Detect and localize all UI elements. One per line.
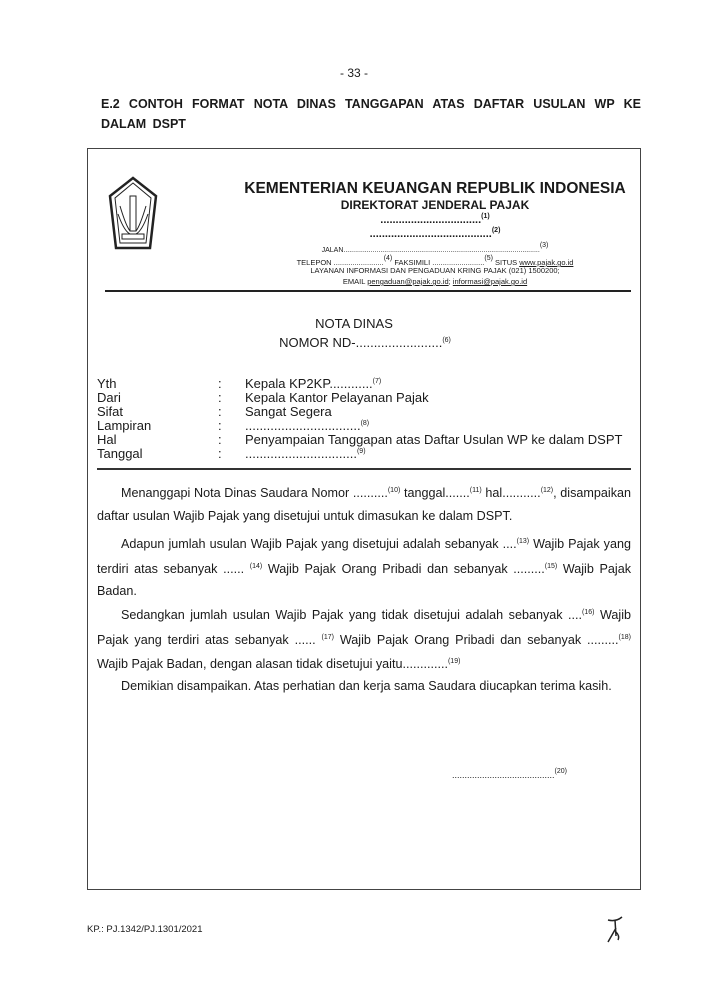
nota-number <box>0 335 708 350</box>
field-label: Tanggal <box>97 446 143 461</box>
colon: : <box>218 446 222 461</box>
ref: (2) <box>491 227 501 234</box>
paragraph-3 <box>97 602 631 676</box>
jalan: JALAN..................................................................................................... <box>321 247 540 254</box>
colon: : <box>218 404 222 419</box>
paragraph-2 <box>97 531 631 603</box>
text-span: Wajib Pajak Badan. <box>97 561 631 598</box>
ref: (4) <box>383 255 393 262</box>
text-span: (15) <box>544 562 558 570</box>
page-number: - 33 - <box>339 66 368 80</box>
directorate-name: DIREKTORAT JENDERAL PAJAK <box>340 198 530 212</box>
signature-dots: ......................................... <box>452 770 555 780</box>
header-divider <box>97 468 631 470</box>
text-span: Adapun jumlah usulan Wajib Pajak yang disetujui adalah sebanyak .... <box>121 537 517 551</box>
field-value: Penyampaian Tanggapan atas Daftar Usulan WP ke dalam DSPT <box>245 432 623 447</box>
text-span: Wajib Pajak Orang Pribadi dan sebanyak ......... <box>333 632 619 647</box>
ref: (1) <box>481 213 490 220</box>
field-value: Sangat Segera <box>245 404 332 419</box>
text-span: (19) <box>447 658 461 665</box>
email-line: EMAIL pengaduan@pajak.go.id; informasi@pajak.go.id <box>342 277 528 286</box>
website-link[interactable]: www.pajak.go.id <box>519 258 574 267</box>
text-span: , disampaikan daftar usulan Wajib Pajak yang disetujui untuk dimasukan ke dalam DSPT. <box>97 486 632 523</box>
colon: : <box>218 432 222 447</box>
text-span: Wajib Pajak yang terdiri atas sebanyak ...... <box>97 537 631 576</box>
ref: (5) <box>484 255 493 262</box>
text-span: Wajib Pajak Orang Pribadi dan sebanyak ......... <box>262 561 545 576</box>
text-span: (18) <box>618 633 631 641</box>
email-label: EMAIL <box>342 277 366 286</box>
field-value: ................................ <box>245 418 361 433</box>
colon: : <box>218 418 222 433</box>
text-span: hal........... <box>481 486 541 500</box>
ref: (9) <box>356 448 366 455</box>
paraf-initial-icon <box>604 914 626 949</box>
address-line <box>170 242 700 254</box>
field-sifat <box>245 404 332 419</box>
nomor-text: NOMOR ND-........................ <box>279 335 443 350</box>
text-span: (13) <box>516 538 530 545</box>
office-line-2 <box>170 227 700 240</box>
office-line-1 <box>170 213 700 226</box>
field-tanggal <box>245 446 366 461</box>
signature-placeholder <box>452 768 567 780</box>
text-span: Wajib Pajak Badan, dengan alasan tidak disetujui yaitu............. <box>97 657 448 671</box>
nota-title: NOTA DINAS <box>315 316 393 331</box>
text-span: (14) <box>249 562 263 570</box>
ref: (6) <box>442 337 451 344</box>
service-line: LAYANAN INFORMASI DAN PENGADUAN KRING PAJAK (021) 1500200; <box>310 266 560 275</box>
section-title: E.2 CONTOH FORMAT NOTA DINAS TANGGAPAN ATAS DAFTAR USULAN WP KE DALAM DSPT <box>101 97 641 131</box>
field-hal <box>245 432 622 447</box>
letterhead-divider <box>105 290 631 292</box>
field-label: Yth <box>97 376 117 391</box>
text-span: Sedangkan jumlah usulan Wajib Pajak yang tidak disetujui adalah sebanyak .... <box>121 608 583 622</box>
ref: (20) <box>554 768 567 775</box>
text-span: (16) <box>582 609 595 616</box>
field-label: Dari <box>97 390 121 405</box>
office-line-1-dots: ................................. <box>380 214 482 226</box>
kemenkeu-logo-icon <box>108 176 158 256</box>
field-label: Hal <box>97 432 117 447</box>
ref: (7) <box>372 378 382 385</box>
field-yth <box>245 376 381 391</box>
text-span: Menanggapi Nota Dinas Saudara Nomor .......... <box>121 486 388 500</box>
colon: : <box>218 390 222 405</box>
field-label: Sifat <box>97 404 124 419</box>
text-span: tanggal....... <box>400 486 470 500</box>
email-link-pengaduan[interactable]: pengaduan@pajak.go.id <box>367 277 449 286</box>
telepon: TELEPON ........................ <box>296 258 384 267</box>
text-span: (17) <box>321 633 334 641</box>
paragraph-closing: Demikian disampaikan. Atas perhatian dan kerja sama Saudara diucapkan terima kasih. <box>121 679 612 693</box>
colon: : <box>218 376 222 391</box>
text-span: (10) <box>387 487 401 494</box>
paragraph-1 <box>97 480 631 527</box>
field-value: Kepala Kantor Pelayanan Pajak <box>245 390 429 405</box>
faksimili: FAKSIMILI ......................... <box>394 258 485 267</box>
footer-reference: KP.: PJ.1342/PJ.1301/2021 <box>87 924 203 935</box>
ref: (8) <box>360 420 370 427</box>
field-lampiran <box>245 418 369 433</box>
field-label: Lampiran <box>97 418 152 433</box>
text-span: (11) <box>469 487 482 494</box>
field-dari <box>245 390 429 405</box>
ministry-name: KEMENTERIAN KEUANGAN REPUBLIK INDONESIA <box>244 180 626 197</box>
email-link-informasi[interactable]: informasi@pajak.go.id <box>452 277 528 286</box>
field-value: ............................... <box>245 446 357 461</box>
ref: (3) <box>539 242 549 249</box>
field-value: Kepala KP2KP............ <box>245 376 373 391</box>
text-span: (12) <box>540 487 554 494</box>
text-span: Wajib Pajak yang terdiri atas sebanyak ...... <box>97 608 631 647</box>
situs-label: SITUS <box>495 258 518 267</box>
office-line-2-dots: ........................................ <box>369 228 492 240</box>
